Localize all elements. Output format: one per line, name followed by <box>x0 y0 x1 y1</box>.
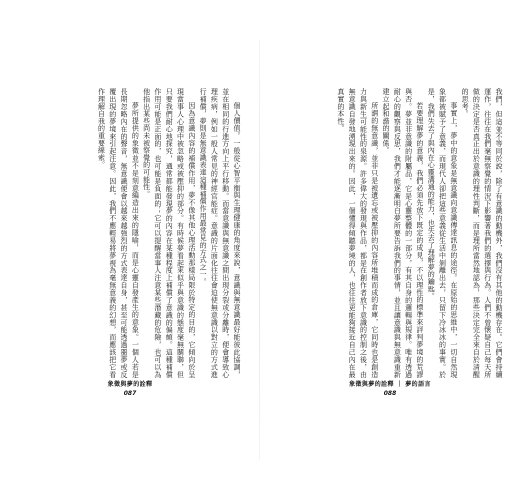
running-head: 象徵與夢的詮釋 ｜ 夢的語言 <box>349 381 431 388</box>
left-page-footer <box>0 379 260 397</box>
right-page-footer <box>260 379 520 397</box>
paragraph: 所謂的無意識，並非只是被遺忘或被壓抑的內容所堆積而成的倉庫，它同時也是創造力與新生可能性的泉源。許多偉大的發現與作品，都是在創作者放下意識的控制之後，由無意識自發地湧現出來的。因此，一個懂得傾聽夢境的人，也往往更能夠接近自己內在最真實的本性。 <box>336 88 379 378</box>
paragraph: 若要理解夢的意義，我們必須先放下既定的成見，不以理性的標準來評判夢境的荒謬與否。夢並非意識的附屬品，它是心靈整體的一部分，有其自身的邏輯與規律。唯有透過耐心的觀察與反思，我們才能逐漸明白夢所要告訴我們的事情，並且讓意識與無意識重新建立起和諧的關係。 <box>382 88 424 378</box>
paragraph: 因為意識內容的補償作用，夢不像其他心理活動那樣局限於特定的目的，它傾向於呈現當事人心理中被忽略或被壓抑的部分。有時候夢看起來似乎與意識的態度毫無關聯，但只要我們耐心地探究，通常都能發現夢的內容在某種程度上補償了意識的偏頗。這種補償作用可能是正面的，也可能是負面的；它可以提醒當事人注意某些潛藏的危險，也可以為他指出某些尚未被察覺的可能性。 <box>142 88 196 378</box>
paragraph: 我們，但這並不等同於說，除了有意識的動機外，我們沒有其他的動機存在。它們會持續運作，往往在我們毫無察覺的情況下影響著我們的選擇與行為。人們不曾懷疑自己每天所做的決定是否真正出於意識的理性判斷，而是理所當然地認為，那些決定完全來自於清醒的思考。 <box>461 88 503 378</box>
left-body-text <box>26 88 242 378</box>
right-body-text <box>276 88 504 378</box>
page-number: 088 <box>383 390 397 397</box>
running-head: 象徵與夢的詮釋 <box>107 381 153 388</box>
paragraph: 事實上，夢中的意象是無意識向意識傳達訊息的途徑。在原始的思維中，一切自然現象都被賦予了意義，而現代人卻把這些意義從生活中剝離出去，只留下冷冰冰的事實。於是，我們失去了與內在心靈溝通的能力，也失去了理解夢的鑰匙。 <box>427 88 458 378</box>
page-number: 087 <box>123 390 137 397</box>
right-page <box>260 0 520 500</box>
paragraph: 夢所提供的象徵並不是刻意編造出來的隱喻，而是心靈自發產生的意象。一個人若是長期忽略內在的聲音，無意識便會以越來越強烈的方式表達自身，甚至可能透過噩夢或反覆出現的夢境來引起注意。因此，我們不應輕易將夢視為毫無意義的幻想，而應該把它看作理解自我的重要線索。 <box>97 88 140 378</box>
paragraph: 個人價值。一般從心智平衡與生理健康的角度來說，意識與無意識最好能彼此協調，並在相同的行進方向上平行移動。而當意識與無意識之間出現分裂或分離時，便會導致心理疾病，例如一般人常見的神經官能症。意識的片面化往往會迫使無意識以對立的方式進行補償，夢則是無意識表達這種補償作用最常見的方式之一。 <box>199 88 241 378</box>
